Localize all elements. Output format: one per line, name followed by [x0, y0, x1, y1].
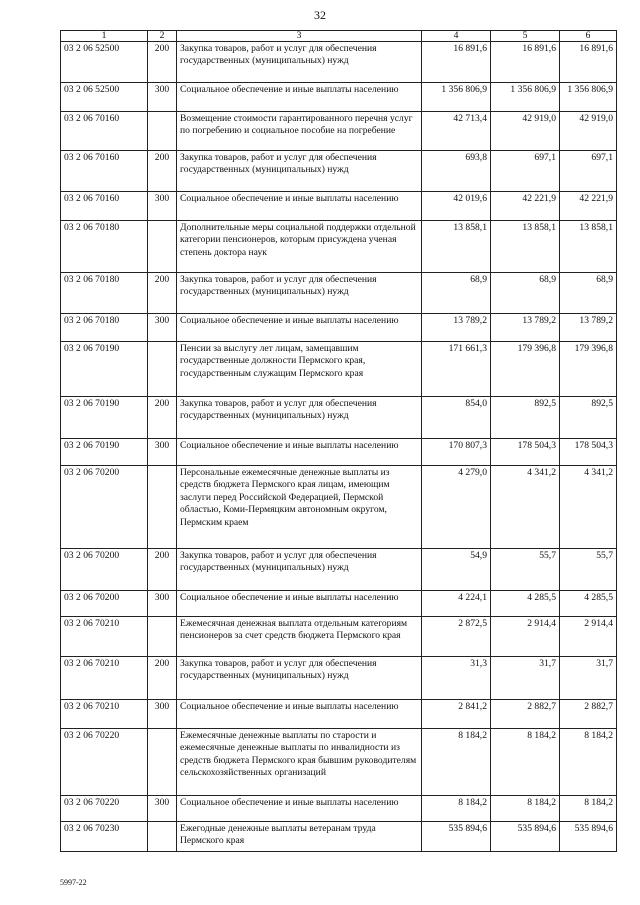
- cell-amount-2: 4 341,2: [491, 466, 560, 549]
- cell-csr-code: 03 2 06 70180: [61, 273, 148, 314]
- cell-amount-1: 535 894,6: [422, 822, 491, 852]
- cell-vr-code: 300: [148, 796, 177, 822]
- cell-amount-3: 2 882,7: [560, 700, 617, 729]
- cell-description: Закупка товаров, работ и услуг для обеспечения государственных (муниципальных) нужд: [177, 397, 422, 439]
- cell-amount-2: 16 891,6: [491, 42, 560, 83]
- table-row: [61, 221, 617, 273]
- cell-amount-3: 535 894,6: [560, 822, 617, 852]
- cell-amount-2: 179 396,8: [491, 342, 560, 397]
- cell-csr-code: 03 2 06 70210: [61, 657, 148, 700]
- cell-amount-1: 42 713,4: [422, 112, 491, 151]
- cell-amount-2: 13 789,2: [491, 314, 560, 342]
- cell-amount-3: 178 504,3: [560, 439, 617, 466]
- cell-description: Закупка товаров, работ и услуг для обеспечения государственных (муниципальных) нужд: [177, 151, 422, 192]
- cell-amount-3: 4 341,2: [560, 466, 617, 549]
- cell-amount-2: 2 914,4: [491, 617, 560, 657]
- cell-amount-2: 2 882,7: [491, 700, 560, 729]
- cell-vr-code: 200: [148, 657, 177, 700]
- table-row: [61, 397, 617, 439]
- cell-amount-1: 693,8: [422, 151, 491, 192]
- table-row: [61, 466, 617, 549]
- cell-amount-2: 178 504,3: [491, 439, 560, 466]
- cell-vr-code: 200: [148, 151, 177, 192]
- cell-description: Закупка товаров, работ и услуг для обеспечения государственных (муниципальных) нужд: [177, 549, 422, 591]
- cell-amount-2: 892,5: [491, 397, 560, 439]
- table-row: [61, 700, 617, 729]
- cell-amount-2: 55,7: [491, 549, 560, 591]
- column-header: 4: [422, 31, 491, 42]
- cell-description: Социальное обеспечение и иные выплаты населению: [177, 700, 422, 729]
- cell-amount-3: 13 789,2: [560, 314, 617, 342]
- table-row: [61, 192, 617, 221]
- cell-csr-code: 03 2 06 70190: [61, 439, 148, 466]
- cell-vr-code: 300: [148, 83, 177, 112]
- cell-description: Ежемесячная денежная выплата отдельным категориям пенсионеров за счет средств бюджета Пермского края: [177, 617, 422, 657]
- cell-amount-1: 170 807,3: [422, 439, 491, 466]
- cell-description: Дополнительные меры социальной поддержки отдельной категории пенсионеров, которым присуждена ученая степень доктора наук: [177, 221, 422, 273]
- cell-amount-1: 54,9: [422, 549, 491, 591]
- cell-amount-2: 31,7: [491, 657, 560, 700]
- cell-description: Социальное обеспечение и иные выплаты населению: [177, 591, 422, 617]
- cell-vr-code: 200: [148, 42, 177, 83]
- cell-vr-code: 200: [148, 549, 177, 591]
- cell-csr-code: 03 2 06 70160: [61, 192, 148, 221]
- table-header-row: [61, 31, 617, 42]
- cell-vr-code: 300: [148, 192, 177, 221]
- cell-vr-code: 300: [148, 591, 177, 617]
- cell-amount-3: 16 891,6: [560, 42, 617, 83]
- cell-description: Возмещение стоимости гарантированного перечня услуг по погребению и социальное пособие на погребение: [177, 112, 422, 151]
- cell-vr-code: 300: [148, 700, 177, 729]
- cell-csr-code: 03 2 06 70190: [61, 397, 148, 439]
- cell-csr-code: 03 2 06 70230: [61, 822, 148, 852]
- column-header: 3: [177, 31, 422, 42]
- cell-amount-3: 8 184,2: [560, 796, 617, 822]
- cell-amount-3: 31,7: [560, 657, 617, 700]
- cell-amount-1: 171 661,3: [422, 342, 491, 397]
- table-row: [61, 617, 617, 657]
- column-header: 5: [491, 31, 560, 42]
- cell-description: Ежемесячные денежные выплаты по старости и ежемесячные денежные выплаты по инвалидности из средств бюджета Пермского края бывшим руководителям сельскохозяйственных организаций: [177, 729, 422, 796]
- cell-csr-code: 03 2 06 70210: [61, 700, 148, 729]
- cell-amount-3: 892,5: [560, 397, 617, 439]
- cell-amount-1: 8 184,2: [422, 729, 491, 796]
- table-row: [61, 151, 617, 192]
- cell-amount-2: 8 184,2: [491, 729, 560, 796]
- cell-description: Персональные ежемесячные денежные выплаты из средств бюджета Пермского края лицам, имеющим заслуги перед Российской Федерацией, Пермской областью, Коми-Пермяцким автономным округом, Пермским краем: [177, 466, 422, 549]
- cell-amount-3: 179 396,8: [560, 342, 617, 397]
- cell-description: Ежегодные денежные выплаты ветеранам труда Пермского края: [177, 822, 422, 852]
- cell-amount-1: 4 224,1: [422, 591, 491, 617]
- table-row: [61, 314, 617, 342]
- cell-amount-3: 697,1: [560, 151, 617, 192]
- cell-description: Социальное обеспечение и иные выплаты населению: [177, 83, 422, 112]
- cell-csr-code: 03 2 06 52500: [61, 42, 148, 83]
- cell-amount-1: 13 789,2: [422, 314, 491, 342]
- cell-amount-1: 1 356 806,9: [422, 83, 491, 112]
- table-row: [61, 112, 617, 151]
- cell-description: Социальное обеспечение и иные выплаты населению: [177, 796, 422, 822]
- cell-amount-1: 8 184,2: [422, 796, 491, 822]
- table-row: [61, 591, 617, 617]
- cell-csr-code: 03 2 06 70180: [61, 314, 148, 342]
- cell-csr-code: 03 2 06 70190: [61, 342, 148, 397]
- cell-vr-code: [148, 617, 177, 657]
- cell-vr-code: [148, 466, 177, 549]
- cell-description: Закупка товаров, работ и услуг для обеспечения государственных (муниципальных) нужд: [177, 657, 422, 700]
- cell-amount-1: 854,0: [422, 397, 491, 439]
- cell-amount-3: 8 184,2: [560, 729, 617, 796]
- table-row: [61, 273, 617, 314]
- cell-amount-3: 2 914,4: [560, 617, 617, 657]
- column-header: 6: [560, 31, 617, 42]
- cell-amount-1: 2 872,5: [422, 617, 491, 657]
- table-body: [61, 42, 617, 852]
- cell-vr-code: 200: [148, 397, 177, 439]
- cell-description: Социальное обеспечение и иные выплаты населению: [177, 192, 422, 221]
- cell-vr-code: [148, 221, 177, 273]
- table-row: [61, 729, 617, 796]
- cell-amount-3: 55,7: [560, 549, 617, 591]
- cell-amount-2: 42 221,9: [491, 192, 560, 221]
- cell-description: Закупка товаров, работ и услуг для обеспечения государственных (муниципальных) нужд: [177, 42, 422, 83]
- page-number: 32: [314, 8, 326, 22]
- cell-vr-code: 200: [148, 273, 177, 314]
- cell-description: Закупка товаров, работ и услуг для обеспечения государственных (муниципальных) нужд: [177, 273, 422, 314]
- cell-amount-1: 16 891,6: [422, 42, 491, 83]
- cell-csr-code: 03 2 06 70160: [61, 112, 148, 151]
- cell-vr-code: 300: [148, 314, 177, 342]
- cell-amount-2: 68,9: [491, 273, 560, 314]
- cell-amount-3: 1 356 806,9: [560, 83, 617, 112]
- cell-csr-code: 03 2 06 70200: [61, 466, 148, 549]
- cell-amount-1: 68,9: [422, 273, 491, 314]
- column-header: 1: [61, 31, 148, 42]
- cell-amount-2: 4 285,5: [491, 591, 560, 617]
- cell-vr-code: 300: [148, 439, 177, 466]
- document-code: 5997-22: [60, 878, 87, 887]
- cell-vr-code: [148, 342, 177, 397]
- cell-description: Социальное обеспечение и иные выплаты населению: [177, 314, 422, 342]
- table-row: [61, 342, 617, 397]
- cell-amount-1: 2 841,2: [422, 700, 491, 729]
- table-row: [61, 796, 617, 822]
- cell-vr-code: [148, 112, 177, 151]
- cell-csr-code: 03 2 06 70220: [61, 796, 148, 822]
- cell-description: Социальное обеспечение и иные выплаты населению: [177, 439, 422, 466]
- cell-amount-2: 13 858,1: [491, 221, 560, 273]
- cell-csr-code: 03 2 06 70220: [61, 729, 148, 796]
- table-row: [61, 83, 617, 112]
- cell-csr-code: 03 2 06 70200: [61, 549, 148, 591]
- cell-csr-code: 03 2 06 70210: [61, 617, 148, 657]
- table-row: [61, 42, 617, 83]
- cell-amount-3: 42 221,9: [560, 192, 617, 221]
- cell-vr-code: [148, 729, 177, 796]
- table-row: [61, 439, 617, 466]
- cell-description: Пенсии за выслугу лет лицам, замещавшим государственные должности Пермского края, государственным служащим Пермского края: [177, 342, 422, 397]
- cell-csr-code: 03 2 06 52500: [61, 83, 148, 112]
- cell-amount-2: 8 184,2: [491, 796, 560, 822]
- cell-vr-code: [148, 822, 177, 852]
- cell-amount-3: 42 919,0: [560, 112, 617, 151]
- column-header: 2: [148, 31, 177, 42]
- cell-amount-3: 4 285,5: [560, 591, 617, 617]
- cell-amount-1: 42 019,6: [422, 192, 491, 221]
- cell-amount-1: 13 858,1: [422, 221, 491, 273]
- cell-amount-2: 42 919,0: [491, 112, 560, 151]
- table-row: [61, 549, 617, 591]
- budget-table: [60, 30, 617, 852]
- table-row: [61, 657, 617, 700]
- cell-csr-code: 03 2 06 70180: [61, 221, 148, 273]
- cell-amount-2: 535 894,6: [491, 822, 560, 852]
- cell-amount-2: 1 356 806,9: [491, 83, 560, 112]
- cell-amount-3: 13 858,1: [560, 221, 617, 273]
- cell-amount-1: 31,3: [422, 657, 491, 700]
- cell-amount-2: 697,1: [491, 151, 560, 192]
- cell-amount-1: 4 279,0: [422, 466, 491, 549]
- cell-csr-code: 03 2 06 70200: [61, 591, 148, 617]
- table-row: [61, 822, 617, 852]
- cell-amount-3: 68,9: [560, 273, 617, 314]
- cell-csr-code: 03 2 06 70160: [61, 151, 148, 192]
